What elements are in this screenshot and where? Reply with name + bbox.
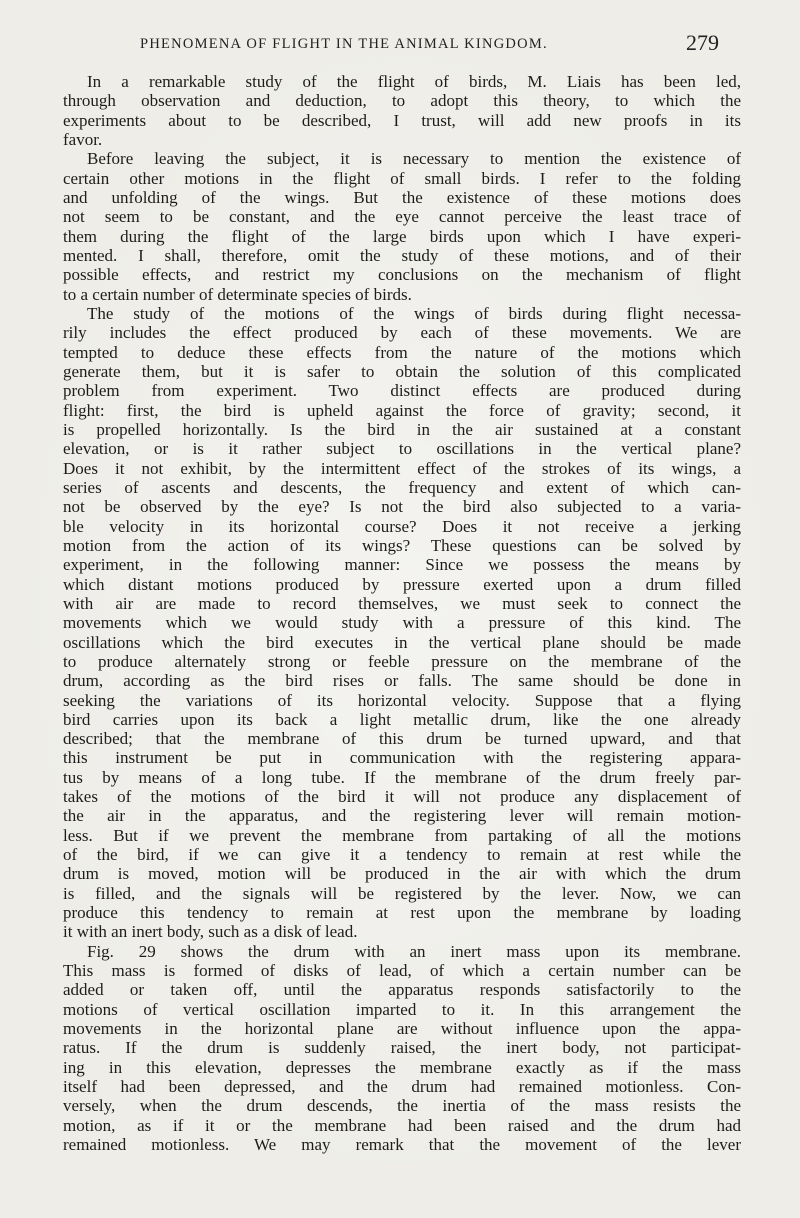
body-text: [63, 72, 741, 1154]
text-line: oscillations which the bird executes in the vertical plane should be made: [63, 632, 741, 652]
text-line: with air are made to record themselves, we must seek to connect the: [63, 593, 741, 613]
text-line: Before leaving the subject, it is necessary to mention the existence of: [87, 149, 741, 169]
text-line: movements in the horizontal plane are without influence upon the appa-: [63, 1019, 741, 1039]
text-line: motion from the action of its wings? These questions can be solved by: [63, 535, 741, 555]
text-line: versely, when the drum descends, the inertia of the mass resists the: [63, 1096, 741, 1116]
text-line: rily includes the effect produced by each of these movements. We are: [63, 323, 741, 343]
text-line: itself had been depressed, and the drum had remained motionless. Con-: [63, 1077, 741, 1097]
text-line: possible effects, and restrict my conclusions on the mechanism of flight: [63, 265, 741, 285]
text-line: experiment, in the following manner: Since we possess the means by: [63, 555, 741, 575]
text-line: drum, according as the bird rises or falls. The same should be done in: [63, 671, 741, 691]
text-line: ing in this elevation, depresses the membrane exactly as if the mass: [63, 1057, 741, 1077]
text-line: to a certain number of determinate species of birds.: [63, 284, 412, 304]
text-line: which distant motions produced by pressure exerted upon a drum filled: [63, 574, 741, 594]
text-line: described; that the membrane of this drum be turned upward, and that: [63, 729, 741, 749]
page-header: [0, 30, 800, 60]
text-line: elevation, or is it rather subject to oscillations in the vertical plane?: [63, 439, 741, 459]
text-line: not seem to be constant, and the eye cannot perceive the least trace of: [63, 207, 741, 227]
text-line: not be observed by the eye? Is not the bird also subjected to a varia-: [63, 497, 741, 517]
text-line: bird carries upon its back a light metallic drum, like the one already: [63, 709, 741, 729]
text-line: experiments about to be described, I trust, will add new proofs in its: [63, 110, 741, 130]
text-line: the air in the apparatus, and the registering lever will remain motion-: [63, 806, 741, 826]
text-line: ratus. If the drum is suddenly raised, the inert body, not participat-: [63, 1038, 741, 1058]
text-line: takes of the motions of the bird it will not produce any displacement of: [63, 787, 741, 807]
text-line: Fig. 29 shows the drum with an inert mass upon its membrane.: [87, 941, 741, 961]
text-line: to produce alternately strong or feeble pressure on the membrane of the: [63, 651, 741, 671]
text-line: drum is moved, motion will be produced in the air with which the drum: [63, 864, 741, 884]
text-line: motions of vertical oscillation imparted to it. In this arrangement the: [63, 999, 741, 1019]
text-line: Does it not exhibit, by the intermittent effect of the strokes of its wings, a: [63, 458, 741, 478]
text-line: The study of the motions of the wings of birds during flight necessa-: [87, 303, 741, 323]
running-head: PHENOMENA OF FLIGHT IN THE ANIMAL KINGDOM.: [140, 36, 548, 52]
text-line: added or taken off, until the apparatus responds satisfactorily to the: [63, 980, 741, 1000]
text-line: less. But if we prevent the membrane from partaking of all the motions: [63, 825, 741, 845]
text-line: mented. I shall, therefore, omit the study of these motions, and of their: [63, 245, 741, 265]
text-line: This mass is formed of disks of lead, of which a certain number can be: [63, 961, 741, 981]
text-line: generate them, but it is safer to obtain the solution of this complicated: [63, 361, 741, 381]
text-line: them during the flight of the large birds upon which I have experi-: [63, 226, 741, 246]
text-line: this instrument be put in communication with the registering appara-: [63, 748, 741, 768]
text-line: In a remarkable study of the flight of birds, M. Liais has been led,: [87, 72, 741, 91]
text-line: movements which we would study with a pressure of this kind. The: [63, 613, 741, 633]
text-line: produce this tendency to remain at rest upon the membrane by loading: [63, 903, 741, 923]
text-line: problem from experiment. Two distinct effects are produced during: [63, 381, 741, 401]
text-line: ble velocity in its horizontal course? Does it not receive a jerking: [63, 516, 741, 536]
text-line: of the bird, if we can give it a tendency to remain at rest while the: [63, 845, 741, 865]
text-line: favor.: [63, 129, 103, 149]
text-line: and unfolding of the wings. But the existence of these motions does: [63, 187, 741, 207]
text-line: is filled, and the signals will be registered by the lever. Now, we can: [63, 883, 741, 903]
text-line: through observation and deduction, to adopt this theory, to which the: [63, 91, 741, 111]
text-line: flight: first, the bird is upheld against the force of gravity; second, it: [63, 400, 741, 420]
text-line: tempted to deduce these effects from the nature of the motions which: [63, 342, 741, 362]
text-line: it with an inert body, such as a disk of lead.: [63, 922, 358, 942]
text-line: is propelled horizontally. Is the bird in the air sustained at a constant: [63, 419, 741, 439]
text-line: motion, as if it or the membrane had been raised and the drum had: [63, 1115, 741, 1135]
text-line: tus by means of a long tube. If the membrane of the drum freely par-: [63, 767, 741, 787]
text-line: certain other motions in the flight of small birds. I refer to the folding: [63, 168, 741, 188]
text-line: series of ascents and descents, the frequency and extent of which can-: [63, 477, 741, 497]
text-line: seeking the variations of its horizontal velocity. Suppose that a flying: [63, 690, 741, 710]
page-number: 279: [686, 30, 719, 55]
text-line: remained motionless. We may remark that the movement of the lever: [63, 1135, 741, 1155]
